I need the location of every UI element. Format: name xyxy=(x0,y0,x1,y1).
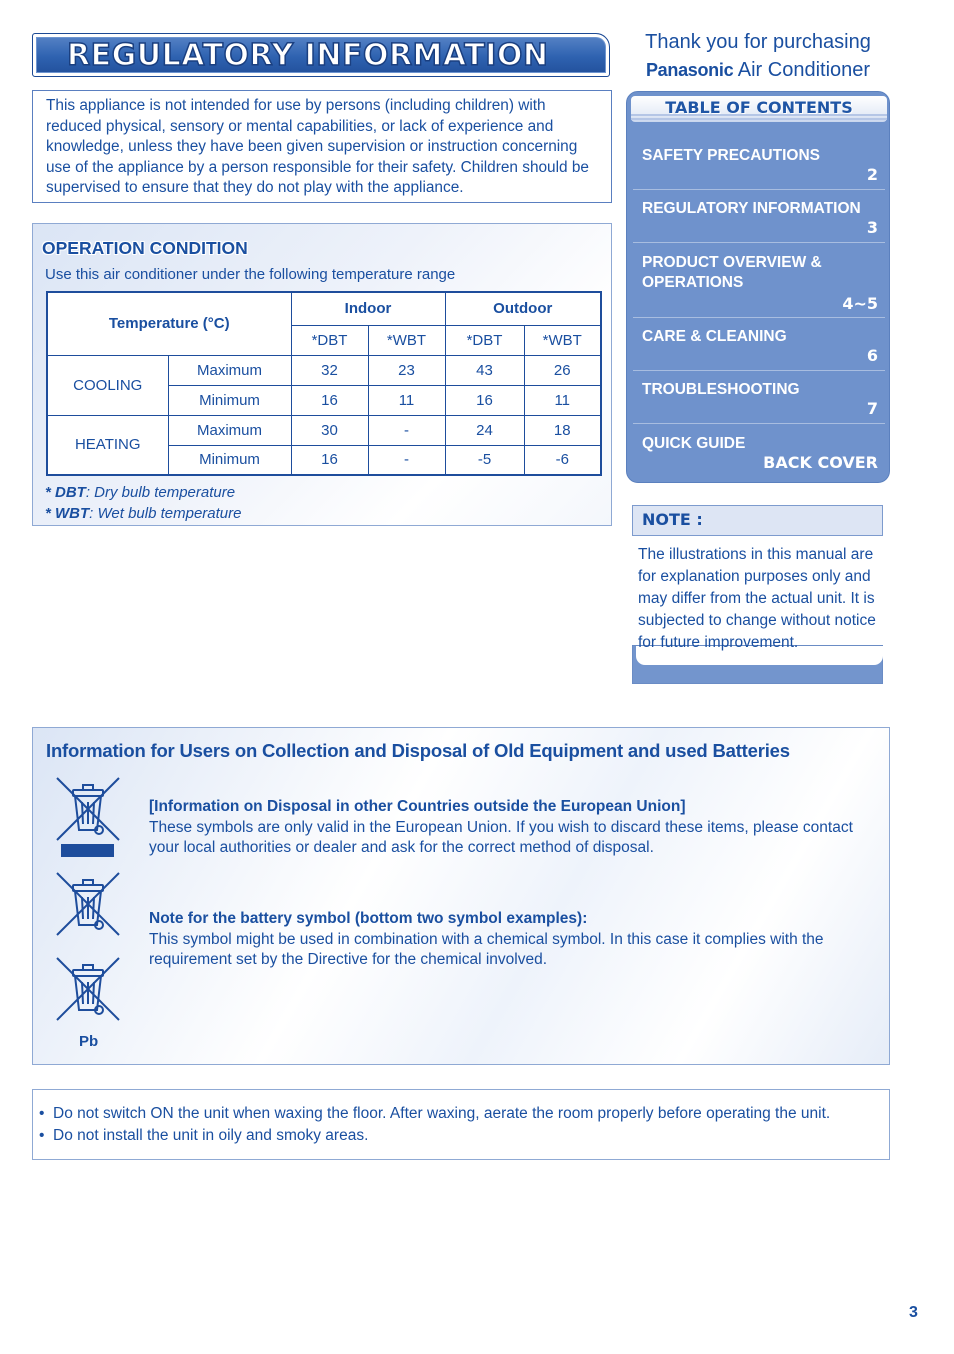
warning-text: Do not switch ON the unit when waxing the floor. After waxing, aerate the room properly before operating the unit. xyxy=(53,1105,831,1122)
brand-name: Panasonic xyxy=(645,60,734,80)
toc-header-stripe xyxy=(631,118,887,120)
value-cell: 11 xyxy=(368,385,445,415)
value-cell: -5 xyxy=(445,445,524,475)
disposal-section-1-title: [Information on Disposal in other Countries outside the European Union] xyxy=(149,798,686,815)
toc-item-label: REGULATORY INFORMATION xyxy=(642,200,861,217)
value-cell: 24 xyxy=(445,415,524,445)
value-cell: 16 xyxy=(291,385,368,415)
thanks-line: Thank you for purchasing xyxy=(645,31,871,53)
disposal-section-2-text: This symbol might be used in combination with a chemical symbol. In this case it complies with the requirement set by the Directive for the chemical involved. xyxy=(149,930,824,969)
disposal-section-2 xyxy=(149,909,879,971)
toc-item-page: BACK COVER xyxy=(763,453,878,472)
value-cell: 18 xyxy=(524,415,601,445)
footnote-dbt xyxy=(45,484,235,501)
toc-item-label: CARE & CLEANING xyxy=(642,328,787,345)
level-cell: Maximum xyxy=(168,355,291,385)
footnote-key: * DBT xyxy=(45,484,86,501)
value-cell: - xyxy=(368,415,445,445)
toc-item-label: PRODUCT OVERVIEW & xyxy=(642,254,822,271)
outdoor-header: Outdoor xyxy=(445,292,601,325)
intro-box xyxy=(32,90,612,203)
toc-item-page: 6 xyxy=(866,346,878,365)
toc-item-page: 4~5 xyxy=(842,294,878,313)
temperature-header: Temperature (°C) xyxy=(47,292,291,355)
toc-item-label: SAFETY PRECAUTIONS xyxy=(642,147,820,164)
warning-item: • Do not switch ON the unit when waxing the floor. After waxing, aerate the room properly before operating the unit. xyxy=(39,1105,831,1122)
note-header xyxy=(632,505,883,536)
chemical-symbol: Pb xyxy=(79,1033,99,1050)
toc-divider xyxy=(633,317,885,318)
toc-item-quick-guide[interactable] xyxy=(633,434,885,474)
warning-text: Do not install the unit in oily and smoky areas. xyxy=(53,1127,369,1144)
toc-item-regulatory[interactable] xyxy=(633,199,885,243)
page-number: 3 xyxy=(909,1304,918,1321)
value-cell: 11 xyxy=(524,385,601,415)
title-banner xyxy=(32,33,610,77)
toc-title: TABLE OF CONTENTS xyxy=(665,98,853,117)
value-cell: 43 xyxy=(445,355,524,385)
toc-item-troubleshooting[interactable] xyxy=(633,380,885,424)
toc-item-safety[interactable] xyxy=(633,146,885,190)
toc-divider xyxy=(633,423,885,424)
warning-item: • Do not install the unit in oily and smoky areas. xyxy=(39,1127,369,1144)
disposal-section-1 xyxy=(149,797,879,859)
footnote-text: : Dry bulb temperature xyxy=(85,484,236,501)
toc-item-page: 3 xyxy=(866,218,878,237)
toc-divider xyxy=(633,189,885,190)
disposal-heading: Information for Users on Collection and Disposal of Old Equipment and used Batteries xyxy=(46,740,790,761)
toc-header xyxy=(631,96,887,122)
disposal-panel xyxy=(32,727,890,1065)
note-title: NOTE : xyxy=(642,510,703,529)
level-cell: Minimum xyxy=(168,445,291,475)
indoor-dbt-header: *DBT xyxy=(291,325,368,355)
table-row xyxy=(47,415,601,445)
operation-heading: OPERATION CONDITION xyxy=(42,238,248,258)
toc-divider xyxy=(633,370,885,371)
table-of-contents xyxy=(626,91,890,483)
value-cell: 23 xyxy=(368,355,445,385)
value-cell: 26 xyxy=(524,355,601,385)
intro-text: This appliance is not intended for use by persons (including children) with reduced physical, sensory or mental capabilities, or lack of experience and knowledge, unless they have been given supervision or instruction concerning use of the appliance by a person responsible for their safety. Children should be supervised to ensure that they do not play with the appliance. xyxy=(46,97,589,197)
crossed-bin-icon xyxy=(55,956,121,1022)
level-cell: Maximum xyxy=(168,415,291,445)
warnings-box xyxy=(32,1089,890,1160)
bin-underline-bar xyxy=(61,844,114,857)
value-cell: 16 xyxy=(445,385,524,415)
temperature-table xyxy=(46,291,602,476)
operation-subtitle: Use this air conditioner under the following temperature range xyxy=(45,266,456,283)
value-cell: 16 xyxy=(291,445,368,475)
disposal-section-2-title: Note for the battery symbol (bottom two symbol examples): xyxy=(149,910,588,927)
footnote-key: * WBT xyxy=(45,505,90,522)
page-title: REGULATORY INFORMATION xyxy=(67,38,549,73)
disposal-section-1-text: These symbols are only valid in the European Union. If you wish to discard these items, please contact your local authorities or dealer and ask for the correct method of disposal. xyxy=(149,818,853,857)
level-cell: Minimum xyxy=(168,385,291,415)
outdoor-dbt-header: *DBT xyxy=(445,325,524,355)
value-cell: 32 xyxy=(291,355,368,385)
outdoor-wbt-header: *WBT xyxy=(524,325,601,355)
value-cell: -6 xyxy=(524,445,601,475)
product-name: Air Conditioner xyxy=(737,59,871,81)
crossed-bin-icon xyxy=(55,776,121,842)
toc-item-care[interactable] xyxy=(633,327,885,371)
value-cell: - xyxy=(368,445,445,475)
table-row xyxy=(47,355,601,385)
toc-item-page: 2 xyxy=(866,165,878,184)
toc-item-page: 7 xyxy=(866,399,878,418)
toc-item-label: TROUBLESHOOTING xyxy=(642,381,800,398)
value-cell: 30 xyxy=(291,415,368,445)
indoor-wbt-header: *WBT xyxy=(368,325,445,355)
thank-you-block xyxy=(626,28,890,84)
mode-cell: COOLING xyxy=(47,355,168,415)
note-text: The illustrations in this manual are for explanation purposes only and may differ from the actual unit. It is subjected to change without notice for future improvement. xyxy=(638,546,876,651)
toc-divider xyxy=(633,242,885,243)
crossed-bin-icon xyxy=(55,871,121,937)
indoor-header: Indoor xyxy=(291,292,445,325)
operation-condition-panel xyxy=(32,223,612,526)
mode-cell: HEATING xyxy=(47,415,168,475)
toc-item-label: QUICK GUIDE xyxy=(642,435,746,452)
footnote-wbt xyxy=(45,505,241,522)
toc-item-overview[interactable] xyxy=(633,253,885,318)
footnote-text: : Wet bulb temperature xyxy=(89,505,242,522)
toc-item-label-2: OPERATIONS xyxy=(642,274,744,291)
